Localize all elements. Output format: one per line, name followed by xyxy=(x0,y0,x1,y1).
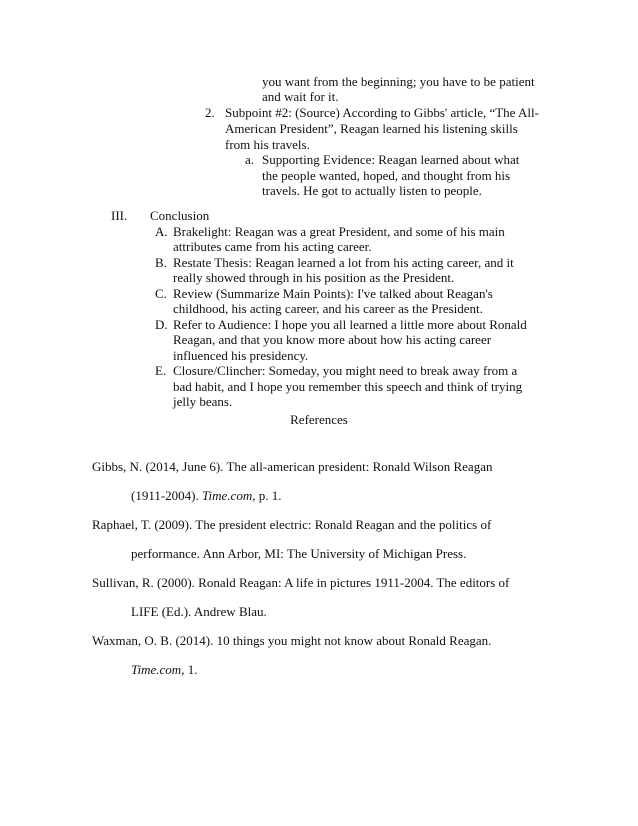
reference-4-italic: Time.com xyxy=(131,662,182,677)
evidence-line-2: the people wanted, hoped, and thought from his xyxy=(262,168,511,183)
continued-text-line-2: and wait for it. xyxy=(262,89,339,104)
item-a-line-2: attributes came from his acting career. xyxy=(173,239,372,254)
item-e-line-3: jelly beans. xyxy=(173,394,233,409)
item-b-line-2: really showed through in his position as the President. xyxy=(173,270,455,285)
reference-4-line-1: Waxman, O. B. (2014). 10 things you might not know about Ronald Reagan. xyxy=(92,633,492,648)
reference-3-line-2: LIFE (Ed.). Andrew Blau. xyxy=(131,604,267,619)
section-heading: Conclusion xyxy=(150,208,210,223)
subpoint-2-line-3: from his travels. xyxy=(225,137,310,152)
evidence-marker: a. xyxy=(245,152,255,167)
item-c-line-1: Review (Summarize Main Points): I've talked about Reagan's xyxy=(173,286,493,301)
item-e-marker: E. xyxy=(155,363,167,378)
reference-3-line-1: Sullivan, R. (2000). Ronald Reagan: A life in pictures 1911-2004. The editors of xyxy=(92,575,510,590)
item-d-line-3: influenced his presidency. xyxy=(173,348,309,363)
item-d-line-2: Reagan, and that you know more about how his acting career xyxy=(173,332,492,347)
continued-text-line-1: you want from the beginning; you have to be patient xyxy=(262,74,535,89)
item-e-line-1: Closure/Clincher: Someday, you might need to break away from a xyxy=(173,363,518,378)
reference-2-line-1: Raphael, T. (2009). The president electric: Ronald Reagan and the politics of xyxy=(92,517,492,532)
item-c-line-2: childhood, his acting career, and his career as the President. xyxy=(173,301,483,316)
reference-4-line-2: Time.com, 1. xyxy=(131,662,198,677)
evidence-line-1: Supporting Evidence: Reagan learned about what xyxy=(262,152,520,167)
reference-1-line-2: (1911-2004). Time.com, p. 1. xyxy=(131,488,282,503)
item-b-marker: B. xyxy=(155,255,167,270)
reference-2-line-2: performance. Ann Arbor, MI: The University of Michigan Press. xyxy=(131,546,467,561)
item-e-line-2: bad habit, and I hope you remember this speech and think of trying xyxy=(173,379,523,394)
item-b-line-1: Restate Thesis: Reagan learned a lot from his acting career, and it xyxy=(173,255,514,270)
references-title: References xyxy=(290,412,348,427)
item-a-line-1: Brakelight: Reagan was a great President, and some of his main xyxy=(173,224,505,239)
item-d-line-1: Refer to Audience: I hope you all learned a little more about Ronald xyxy=(173,317,527,332)
subpoint-2-marker: 2. xyxy=(205,105,215,120)
subpoint-2-line-2: American President”, Reagan learned his listening skills xyxy=(225,121,518,136)
subpoint-2-line-1: Subpoint #2: (Source) According to Gibbs' article, “The All- xyxy=(225,105,539,120)
item-a-marker: A. xyxy=(155,224,168,239)
reference-1-line-1: Gibbs, N. (2014, June 6). The all-american president: Ronald Wilson Reagan xyxy=(92,459,493,474)
item-c-marker: C. xyxy=(155,286,167,301)
item-d-marker: D. xyxy=(155,317,168,332)
reference-1-italic: Time.com xyxy=(202,488,253,503)
evidence-line-3: travels. He got to actually listen to people. xyxy=(262,183,482,198)
section-numeral: III. xyxy=(111,208,128,223)
